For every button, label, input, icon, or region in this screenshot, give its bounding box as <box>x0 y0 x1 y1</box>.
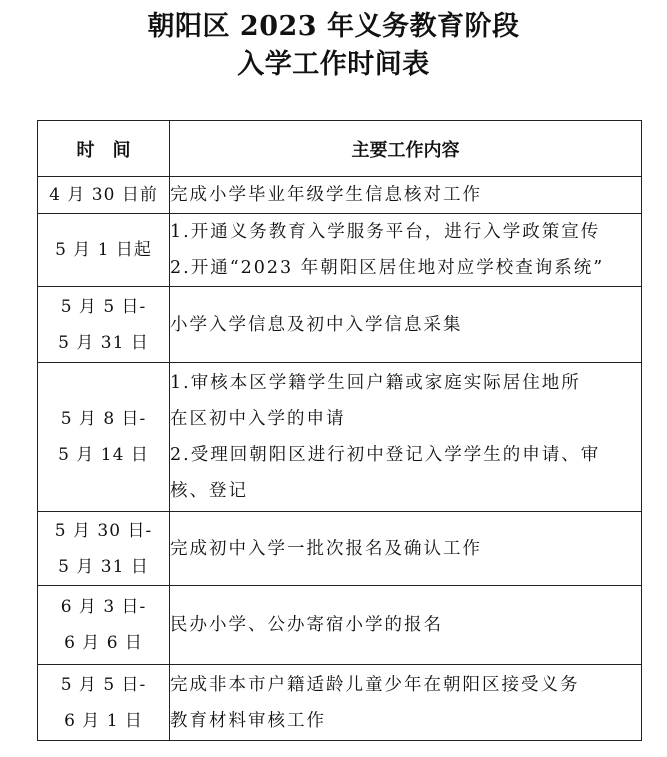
content-text: 核、登记 <box>170 481 248 501</box>
content-text: 教育材料审核工作 <box>170 710 326 731</box>
time-text: 5 月 8 日- <box>60 409 147 429</box>
time-cell <box>38 214 170 287</box>
time-text: 5 月 30 日- <box>54 520 153 541</box>
document-title <box>0 8 667 84</box>
time-text: 5 月 5 日- <box>60 296 147 317</box>
time-text: 6 月 6 日 <box>64 633 143 653</box>
table-row <box>38 665 642 741</box>
content-cell <box>170 214 642 287</box>
content-text: 小学入学信息及初中入学信息采集 <box>170 314 463 335</box>
content-text: 在区初中入学的申请 <box>170 409 346 429</box>
content-cell <box>170 665 642 741</box>
content-text: 完成小学毕业年级学生信息核对工作 <box>170 185 482 205</box>
time-text: 5 月 5 日- <box>60 674 147 695</box>
content-text: 1.审核本区学籍学生回户籍或家庭实际居住地所 <box>170 373 581 393</box>
time-text: 5 月 31 日 <box>58 556 149 577</box>
content-text: 1.开通义务教育入学服务平台，进行入学政策宣传 <box>170 222 601 242</box>
content-cell <box>170 177 642 214</box>
content-text: 完成非本市户籍适龄儿童少年在朝阳区接受义务 <box>170 674 580 695</box>
time-cell <box>38 363 170 512</box>
table-row <box>38 363 642 512</box>
content-text: 完成初中入学一批次报名及确认工作 <box>170 538 482 559</box>
time-text: 6 月 3 日- <box>60 597 147 617</box>
content-cell <box>170 287 642 363</box>
title-line-1: 朝阳区 2023 年义务教育阶段 <box>147 11 520 42</box>
time-text: 6 月 1 日 <box>64 710 143 731</box>
schedule-table <box>37 120 642 741</box>
content-cell <box>170 363 642 512</box>
time-cell <box>38 586 170 665</box>
time-text: 5 月 14 日 <box>58 445 149 465</box>
content-cell <box>170 586 642 665</box>
time-cell <box>38 665 170 741</box>
table-row <box>38 287 642 363</box>
table-header-row <box>38 121 642 177</box>
table-row <box>38 512 642 586</box>
time-cell <box>38 512 170 586</box>
time-cell <box>38 177 170 214</box>
header-content: 主要工作内容 <box>170 121 642 177</box>
content-cell <box>170 512 642 586</box>
content-text: 2.开通“2023 年朝阳区居住地对应学校查询系统” <box>170 258 605 278</box>
table-row <box>38 177 642 214</box>
table-row <box>38 586 642 665</box>
header-time: 时 间 <box>38 121 170 177</box>
content-text: 民办小学、公办寄宿小学的报名 <box>170 615 443 635</box>
time-cell <box>38 287 170 363</box>
time-text: 5 月 31 日 <box>58 332 149 353</box>
content-text: 2.受理回朝阳区进行初中登记入学学生的申请、审 <box>170 445 601 465</box>
title-line-2: 入学工作时间表 <box>237 49 430 80</box>
table-row <box>38 214 642 287</box>
time-text: 4 月 30 日前 <box>49 185 158 205</box>
time-text: 5 月 1 日起 <box>55 240 152 260</box>
